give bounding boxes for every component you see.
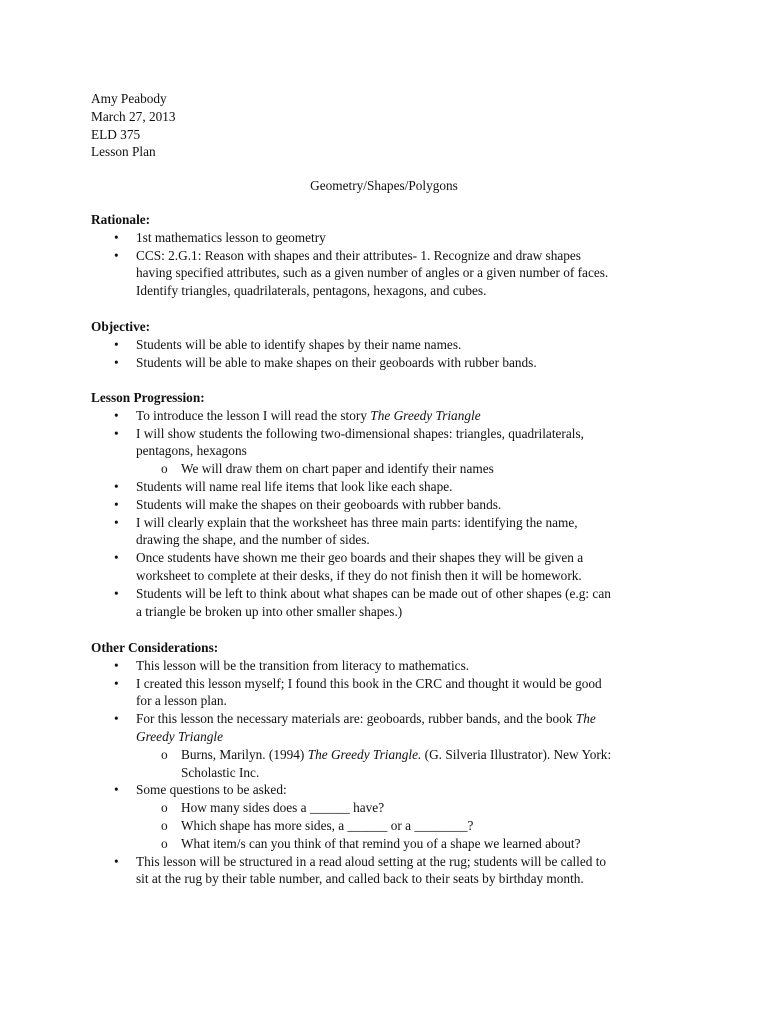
objective-list — [91, 336, 691, 372]
sub-bullet-icon: o — [161, 817, 168, 833]
bullet-icon: • — [114, 514, 119, 530]
author-name: Amy Peabody — [91, 91, 167, 106]
sub-bullet-icon: o — [161, 835, 168, 851]
book-title: Greedy Triangle — [136, 728, 224, 744]
list-item: • I will show students the following two-dimensional shapes: triangles, quadrilaterals, pentagons, hexagons — [114, 425, 584, 459]
bullet-icon: • — [114, 247, 119, 263]
lesson-progression-heading: Lesson Progression: — [91, 390, 205, 405]
list-item: • Students will name real life items that look like each shape. — [114, 478, 453, 494]
citation-title: The Greedy Triangle. — [307, 746, 422, 762]
bullet-icon: • — [114, 407, 119, 423]
bullet-icon: • — [114, 354, 119, 370]
list-item: • Once students have shown me their geo boards and their shapes they will be given a worksheet to complete at their desks, if they do not finish then it will be homework. — [114, 550, 584, 583]
document-type: Lesson Plan — [91, 144, 156, 160]
header-block — [91, 90, 691, 161]
list-item: • I will clearly explain that the worksheet has three main parts: identifying the name, drawing the shape, and the number of sides. — [114, 514, 578, 548]
list-item: • I created this lesson myself; I found this book in the CRC and thought it would be good for a lesson plan. — [114, 675, 602, 709]
bullet-icon: • — [114, 675, 119, 691]
sub-list-item: o Which shape has more sides, a ______ or a ________? — [161, 817, 474, 833]
rationale-heading: Rationale: — [91, 212, 151, 227]
bullet-icon: • — [114, 657, 119, 673]
list-item: • Students will be left to think about what shapes can be made out of other shapes (e.g: can a triangle be broken up into other smaller shapes.) — [114, 585, 611, 619]
list-item: • This lesson will be the transition from literacy to mathematics. — [114, 657, 470, 673]
objective-heading: Objective: — [91, 319, 151, 334]
sub-list-item: o We will draw them on chart paper and identify their names — [161, 461, 494, 477]
bullet-icon: • — [114, 496, 119, 512]
other-considerations-heading: Other Considerations: — [91, 640, 219, 655]
sub-bullet-icon: o — [161, 461, 168, 477]
list-item: • Students will be able to make shapes on their geoboards with rubber bands. — [114, 354, 537, 370]
list-item: • Students will be able to identify shapes by their name names. — [114, 336, 462, 352]
sub-list-item: o What item/s can you think of that remind you of a shape we learned about? — [161, 835, 581, 851]
course-code: ELD 375 — [91, 126, 141, 142]
sub-bullet-icon: o — [161, 746, 168, 762]
sub-list-item: o How many sides does a ______ have? — [161, 800, 385, 816]
document-title: Geometry/Shapes/Polygons — [310, 178, 458, 193]
other-considerations-section — [91, 639, 691, 888]
list-item: • Students will make the shapes on their geoboards with rubber bands. — [114, 496, 502, 512]
citation-publisher: (G. Silveria Illustrator). New York: — [421, 746, 612, 762]
sub-list-item: o Burns, Marilyn. (1994) The Greedy Triangle. (G. Silveria Illustrator). New York: Scholastic Inc. — [161, 746, 612, 780]
bullet-icon: • — [114, 229, 119, 245]
book-title: The Greedy Triangle — [370, 407, 481, 423]
list-item: • Some questions to be asked: — [114, 782, 287, 798]
bullet-icon: • — [114, 711, 119, 727]
rationale-list — [91, 229, 691, 300]
bullet-icon: • — [114, 336, 119, 352]
lesson-progression-list — [91, 407, 691, 621]
bullet-icon: • — [114, 425, 119, 441]
book-title: The — [575, 711, 596, 727]
document-date: March 27, 2013 — [91, 108, 176, 124]
list-item: • CCS: 2.G.1: Reason with shapes and their attributes- 1. Recognize and draw shapes having specified attributes, such as a given number of angles or a given number of faces. Identify triangles, quadrilaterals, pentagons, hexagons, and cubes. — [114, 247, 609, 299]
bullet-icon: • — [114, 478, 119, 494]
citation-author: Burns, Marilyn. (1994) — [181, 746, 308, 762]
rationale-section — [91, 211, 691, 300]
sub-bullet-icon: o — [161, 800, 168, 816]
bullet-icon: • — [114, 585, 119, 601]
bullet-icon: • — [114, 550, 119, 566]
other-considerations-list — [91, 657, 691, 888]
list-item: • To introduce the lesson I will read the story The Greedy Triangle — [114, 407, 481, 423]
objective-section — [91, 318, 691, 371]
bullet-icon: • — [114, 853, 119, 869]
list-item: • For this lesson the necessary materials are: geoboards, rubber bands, and the book The Greedy Triangle — [91, 710, 691, 746]
bullet-icon: • — [114, 782, 119, 798]
list-item: • 1st mathematics lesson to geometry — [114, 229, 326, 245]
list-item: • This lesson will be structured in a read aloud setting at the rug; students will be called to sit at the rug by their table number, and called back to their seats by birthday month. — [114, 853, 607, 887]
lesson-progression-section — [91, 389, 691, 620]
